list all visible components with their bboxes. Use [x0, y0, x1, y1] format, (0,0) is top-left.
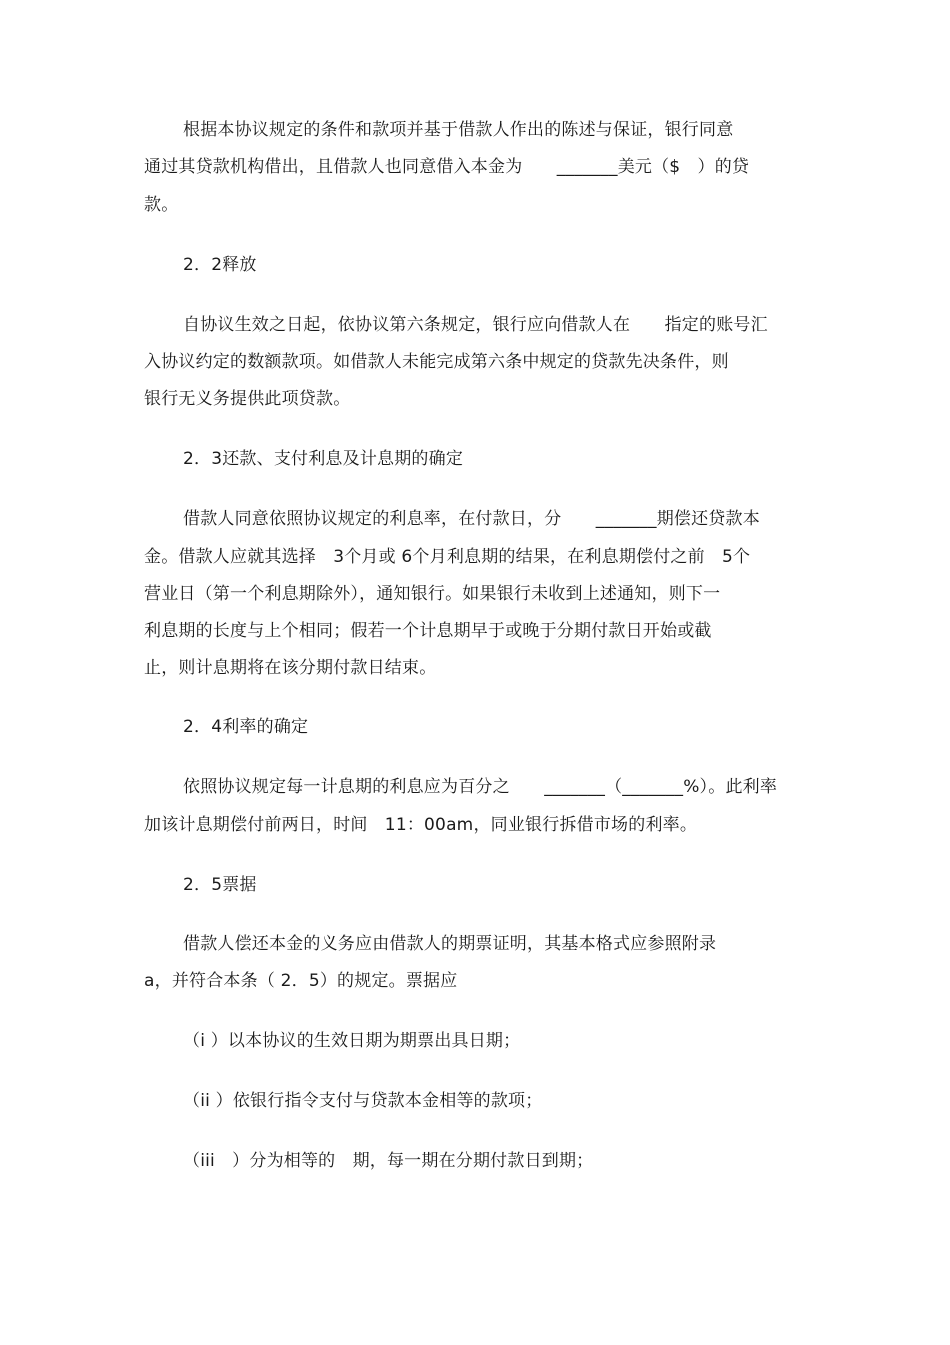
text-line-11: 营业日（第一个利息期除外），通知银行。如果银行未收到上述通知，则下一: [144, 584, 721, 604]
list-item-ii: （ii ）依银行指令支付与贷款本金相等的款项；: [183, 1091, 543, 1111]
text-line-5: 自协议生效之日起，依协议第六条规定，银行应向借款人在 指定的账号汇: [183, 315, 768, 335]
text-line-12: 利息期的长度与上个相同；假若一个计息期早于或晚于分期付款日开始或截: [144, 621, 712, 641]
text-line-7: 银行无义务提供此项贷款。: [144, 389, 351, 409]
text-line-1: 根据本协议规定的条件和款项并基于借款人作出的陈述与保证，银行同意: [183, 120, 734, 140]
list-item-iii: （iii ）分为相等的 期，每一期在分期付款日到期；: [183, 1151, 594, 1171]
text-line-10: 金。借款人应就其选择 3个月或 6个月利息期的结果，在利息期偿付之前 5个: [144, 547, 751, 567]
text-line-15: 依照协议规定每一计息期的利息应为百分之 _______（_______%）。此利率: [183, 777, 778, 797]
text-line-6: 入协议约定的数额款项。如借款人未能完成第六条中规定的贷款先决条件，则: [144, 352, 729, 372]
section-heading-2-3: 2．3还款、支付利息及计息期的确定: [183, 449, 464, 469]
text-line-3: 款。: [144, 195, 179, 215]
section-heading-2-2: 2．2释放: [183, 255, 257, 275]
section-heading-2-4: 2．4利率的确定: [183, 717, 309, 737]
text-line-18: 借款人偿还本金的义务应由借款人的期票证明，其基本格式应参照附录: [183, 934, 717, 954]
section-heading-2-5: 2．5票据: [183, 875, 257, 895]
text-line-9: 借款人同意依照协议规定的利息率，在付款日，分 _______期偿还贷款本: [183, 509, 760, 529]
text-line-2: 通过其贷款机构借出，且借款人也同意借入本金为 _______美元（$ ）的贷: [144, 157, 750, 177]
list-item-i: （i ）以本协议的生效日期为期票出具日期；: [183, 1031, 521, 1051]
text-line-13: 止，则计息期将在该分期付款日结束。: [144, 658, 437, 678]
text-line-19: a，并符合本条（ 2．5）的规定。票据应: [144, 971, 458, 991]
text-line-16: 加该计息期偿付前两日，时间 11：00am，同业银行拆借市场的利率。: [144, 815, 698, 835]
